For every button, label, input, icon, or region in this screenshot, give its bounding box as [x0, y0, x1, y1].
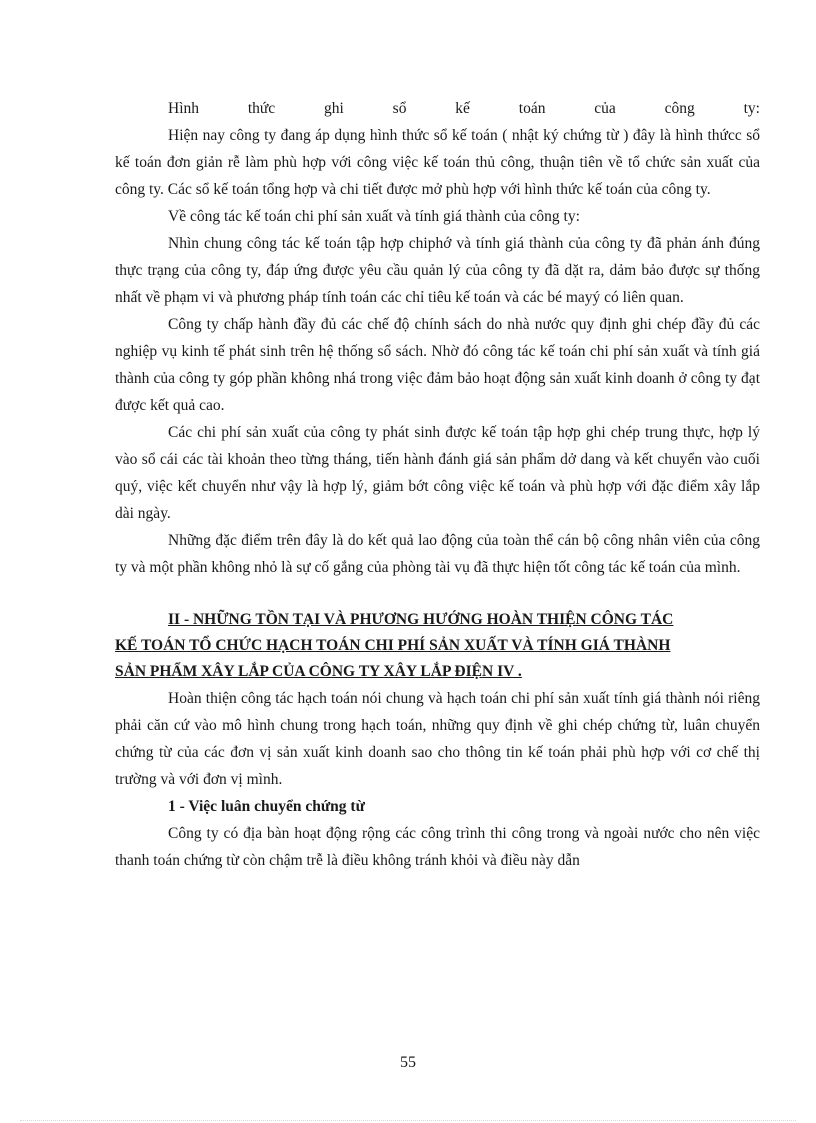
paragraph: Hoàn thiện công tác hạch toán nói chung và hạch toán chi phí sản xuất tính giá thành nói riêng phải căn cứ vào mô hình chung trong hạch toán, những quy định về ghi chép chứng từ, luân chuyển chứng từ của các đơn vị sản xuất kinh doanh sao cho thông tin kế toán phải phù hợp với cơ chế thị trường và với đơn vị mình. [115, 690, 760, 788]
paragraph: Các chi phí sản xuất của công ty phát sinh được kế toán tập hợp ghi chép trung thực, hợp lý vào sổ cái các tài khoản theo từng tháng, tiến hành đánh giá sản phẩm dở dang và kết chuyển vào cuối quý, việc kết chuyển như vậy là hợp lý, giảm bớt công việc kế toán và phù hợp với đặc điểm xây lắp dài ngày. [115, 424, 760, 522]
section-intro-line: Hình thức ghi sổ kế toán của công ty: [168, 100, 760, 117]
page-number: 55 [400, 1054, 416, 1071]
page-body [115, 95, 760, 874]
paragraph: Công ty có địa bàn hoạt động rộng các công trình thi công trong và ngoài nước cho nên việc thanh toán chứng từ còn chậm trễ là điều không tránh khỏi và điều này dẫn [115, 825, 760, 869]
page-bottom-divider [20, 1120, 796, 1121]
section-heading-cont [115, 633, 760, 685]
section-heading-line: II - NHỮNG TỒN TẠI VÀ PHƯƠNG HƯỚNG HOÀN THIỆN CÔNG TÁC [168, 611, 674, 628]
paragraph: Nhìn chung công tác kế toán tập hợp chiphớ và tính giá thành của công ty đã phản ánh đúng thực trạng của công ty, đáp ứng được yêu cầu quản lý của công ty đã dặt ra, dảm bảo được sự thống nhất về phạm vi và phương pháp tính toán các chỉ tiêu kế toán và các bé mayý có liên quan. [115, 235, 760, 306]
paragraph: Hiện nay công ty đang áp dụng hình thức sổ kế toán ( nhật ký chứng từ ) đây là hình thứcc sổ kế toán đơn giản rễ làm phù hợp với công việc kế toán thủ công, thuận tiên về tổ chức sản xuất của công ty. Các sổ kế toán tổng hợp và chi tiết được mở phù hợp với hình thức kế toán của công ty. [115, 127, 760, 198]
section-intro-line: Về công tác kế toán chi phí sản xuất và tính giá thành của công ty: [168, 208, 580, 225]
paragraph: Công ty chấp hành đầy đủ các chế độ chính sách do nhà nước quy định ghi chép đầy đủ các nghiệp vụ kinh tế phát sinh trên hệ thống sổ sách. Nhờ đó công tác kế toán chi phí sản xuất và tính giá thành của công ty góp phần không nhá trong việc đảm bảo hoạt động sản xuất kinh doanh ở công ty đạt được kết quả cao. [115, 316, 760, 414]
section-heading-line: KẾ TOÁN TỔ CHỨC HẠCH TOÁN CHI PHÍ SẢN XUẤT VÀ TÍNH GIÁ THÀNH [115, 637, 671, 654]
subsection-heading: 1 - Việc luân chuyển chứng từ [168, 798, 365, 815]
paragraph: Những đặc điểm trên đây là do kết quả lao động của toàn thể cán bộ công nhân viên của công ty và một phần không nhỏ là sự cố gắng của phòng tài vụ đã thực hiện tốt công tác kế toán của mình. [115, 532, 760, 576]
section-heading-line: SẢN PHẨM XÂY LẮP CỦA CÔNG TY XÂY LẮP ĐIỆN IV . [115, 663, 522, 680]
section-heading [115, 607, 760, 633]
